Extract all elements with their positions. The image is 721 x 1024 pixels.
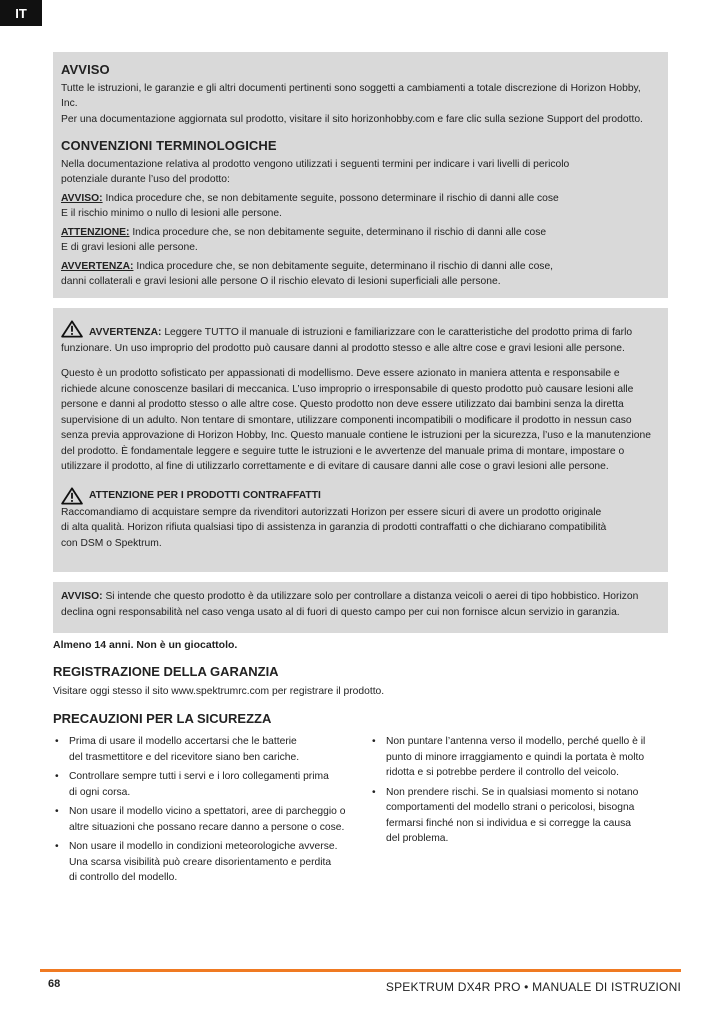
term-text: Indica procedure che, se non debitamente seguite, determinano il rischio di danni alle cose — [129, 226, 547, 238]
warning-text: funzionare. Un uso improprio del prodotto può causare danni al prodotto stesso e alle altre cose e gravi lesioni alle persone. — [61, 342, 625, 354]
term-text: E il rischio minimo o nullo di lesioni alle persone. — [61, 208, 282, 219]
registration-text: Visitare oggi stesso il sito www.spektrumrc.com per registrare il prodotto. — [53, 686, 385, 697]
warning-label: AVVERTENZA: — [89, 327, 162, 338]
usage-line: Si intende che questo prodotto è da utilizzare solo per controllare a distanza veicoli o aerei di tipo hobbistico. Horizon — [102, 591, 639, 602]
notice-box — [53, 52, 668, 298]
page-number: 68 — [48, 978, 61, 990]
usage-notice-box — [53, 582, 668, 633]
term-text: Indica procedure che, se non debitamente seguite, determinano il rischio di danni alle cose, — [133, 260, 554, 272]
language-tab: IT — [0, 0, 42, 26]
safety-list-right — [370, 734, 665, 851]
avviso-line: Per una documentazione aggiornata sul prodotto, visitare il sito horizonhobby.com e fare clic sulla sezione Support del prodotto. — [61, 113, 643, 125]
usage-text — [61, 589, 660, 620]
term-label: AVVISO: — [61, 192, 103, 204]
term-text: E di gravi lesioni alle persone. — [61, 242, 198, 253]
avviso-title: AVVISO — [61, 62, 110, 77]
term-text: danni collaterali e gravi lesioni alle persone O il rischio elevato di lesioni superficiali alle persone. — [61, 276, 501, 287]
usage-line: declina ogni responsabilità nel caso venga usato al di fuori di questo campo per cui non fornisce alcun servizio in garanzia. — [61, 606, 620, 618]
paragraph-line: Questo è un prodotto sofisticato per appassionati di modellismo. Deve essere azionato in maniera attenta e responsabile e — [61, 368, 620, 379]
conventions-intro-line: Nella documentazione relativa al prodotto vengono utilizzati i seguenti termini per indicare i vari livelli di pericolo — [61, 158, 570, 170]
warning-triangle-icon — [61, 487, 83, 505]
term-label: AVVERTENZA: — [61, 260, 134, 272]
safety-list-left — [53, 734, 353, 890]
counterfeit-heading — [61, 487, 660, 505]
paragraph-line: del prodotto. È fondamentale leggere e seguire tutte le istruzioni e le avvertenze del manuale prima di montare, impostare o — [61, 445, 625, 457]
footer-divider — [40, 969, 681, 972]
age-notice: Almeno 14 anni. Non è un giocattolo. — [53, 639, 238, 651]
warning-triangle-icon — [61, 320, 83, 338]
term-text: Indica procedure che, se non debitamente seguite, possono determinare il rischio di danni alle cose — [102, 192, 559, 204]
list-item: • Prima di usare il modello accertarsi che le batterie del trasmettitore e del ricevitore siano ben cariche. — [53, 734, 353, 765]
term-label: ATTENZIONE: — [61, 226, 130, 238]
warning-statement — [61, 320, 660, 356]
footer-title: SPEKTRUM DX4R PRO • MANUALE DI ISTRUZIONI — [385, 980, 681, 994]
paragraph-line: persone e danni al prodotto stesso o alle altre cose. Questo prodotto non deve essere utilizzato dai bambini senza la diretta — [61, 399, 624, 410]
counterfeit-title: ATTENZIONE PER I PRODOTTI CONTRAFFATTI — [89, 489, 321, 501]
safety-title: PRECAUZIONI PER LA SICUREZZA — [53, 711, 272, 726]
counterfeit-line: di alta qualità. Horizon rifiuta qualsiasi tipo di assistenza in garanzia di prodotti contraffatti o che dichiarano compatibilità — [61, 522, 607, 533]
list-item: • Non usare il modello in condizioni meteorologiche avverse. Una scarsa visibilità può creare disorientamento e perdita di controllo del modello. — [53, 839, 353, 886]
list-item: • Controllare sempre tutti i servi e i loro collegamenti prima di ogni corsa. — [53, 769, 353, 800]
paragraph-line: supervisione di un adulto. Non tentare di smontare, utilizzare componenti incompatibili o modificare il prodotto in nessun caso — [61, 414, 632, 426]
term-attenzione — [61, 225, 660, 256]
counterfeit-line: con DSM o Spektrum. — [61, 537, 162, 549]
list-item: • Non prendere rischi. Se in qualsiasi momento si notano comportamenti del modello strani o pericolosi, bisogna fermarsi finché non si individua e si corregge la causa del problema. — [370, 785, 665, 847]
paragraph-line: utilizzare il prodotto, al fine di utilizzarlo correttamente e di evitare di causare danni alle cose o gravi lesioni alle persone. — [61, 461, 609, 472]
term-avviso — [61, 191, 660, 222]
usage-label: AVVISO: — [61, 591, 103, 602]
product-paragraph — [61, 366, 660, 475]
counterfeit-line: Raccomandiamo di acquistare sempre da rivenditori autorizzati Horizon per essere sicuri di avere un prodotto originale — [61, 506, 602, 518]
registration-title: REGISTRAZIONE DELLA GARANZIA — [53, 664, 279, 679]
term-avvertenza — [61, 259, 660, 290]
conventions-title: CONVENZIONI TERMINOLOGICHE — [61, 138, 277, 153]
conventions-intro — [61, 157, 660, 188]
list-item: • Non usare il modello vicino a spettatori, aree di parcheggio o altre situazioni che possano recare danno a persone o cose. — [53, 804, 353, 835]
list-item: • Non puntare l’antenna verso il modello, perché quello è il punto di minore irraggiamento e quindi la portata è molto ridotta e si potrebbe perdere il controllo del veicolo. — [370, 734, 665, 781]
conventions-intro-line: potenziale durante l’uso del prodotto: — [61, 174, 230, 185]
avviso-text — [61, 81, 660, 128]
warning-box — [53, 308, 668, 572]
counterfeit-text — [61, 505, 660, 552]
avviso-line: Tutte le istruzioni, le garanzie e gli altri documenti pertinenti sono soggetti a cambiamenti a totale discrezione di Horizon Hobby, Inc. — [61, 82, 641, 109]
paragraph-line: richiede alcune conoscenze basilari di meccanica. L’uso improprio o irresponsabile di questo prodotto può causare lesioni alle — [61, 383, 634, 395]
paragraph-line: senza previa approvazione di Horizon Hobby, Inc. Questo manuale contiene le istruzioni per la sicurezza, l’uso e la manutenzione — [61, 430, 651, 441]
warning-text: Leggere TUTTO il manuale di istruzioni e familiarizzare con le caratteristiche del prodotto prima di farlo — [161, 327, 633, 338]
